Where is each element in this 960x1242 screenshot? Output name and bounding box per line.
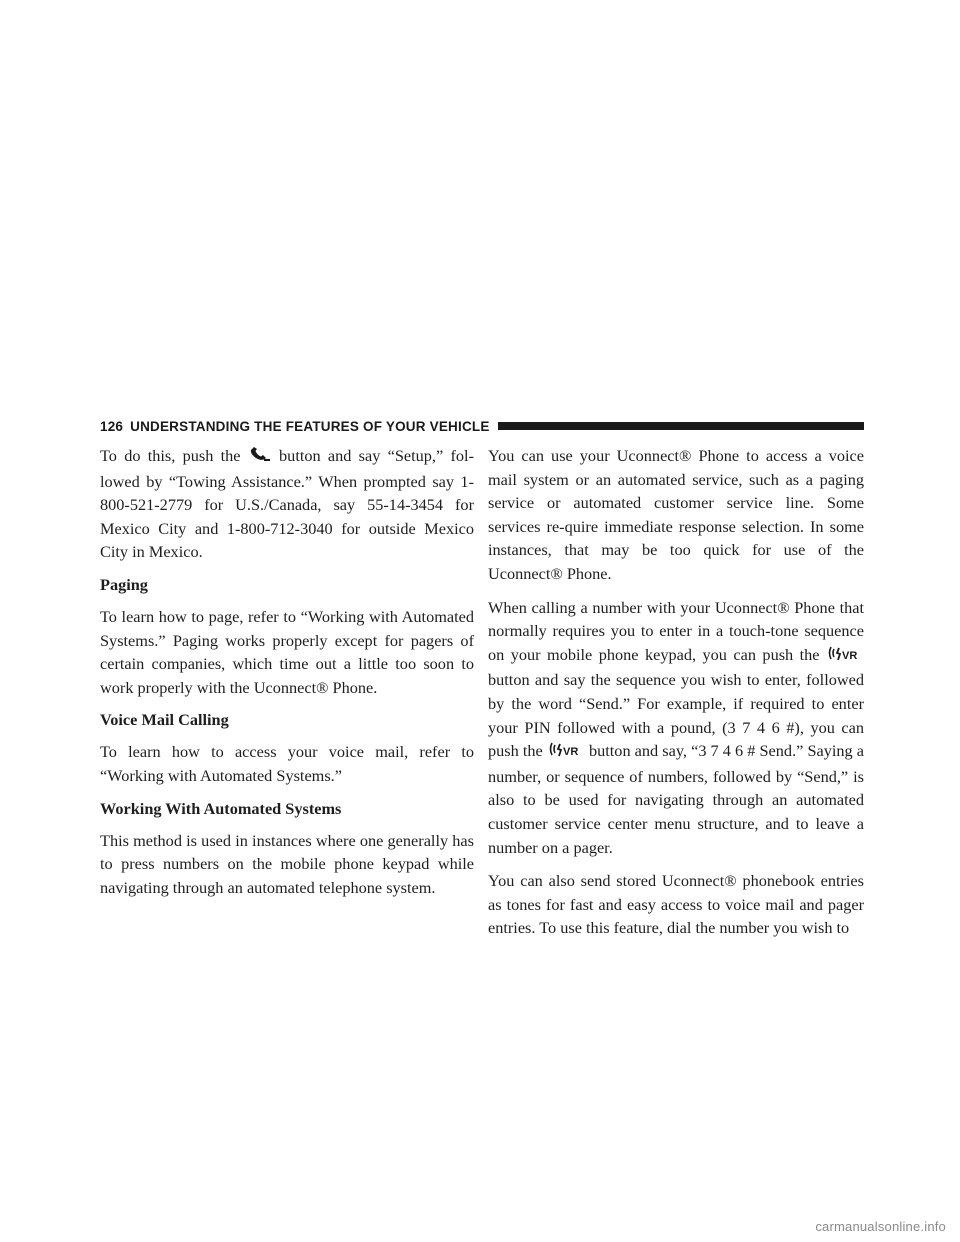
heading-paging: Paging: [100, 574, 148, 594]
left-column: [100, 444, 474, 909]
page-number: 126: [100, 418, 124, 434]
voice-recognition-icon: [548, 741, 584, 765]
phonebook-tones-paragraph: You can also send stored Uconnect® phonebook entries as tones for fast and easy access to voice mail and pager entries. To use this feature, dial the number you wish to: [488, 871, 864, 938]
voice-mail-paragraph: To learn how to access your voice mail, refer to “Working with Automated Systems.”: [100, 742, 474, 785]
phone-icon: [249, 446, 271, 470]
touch-tone-text-1: When calling a number with your Uconnect® Phone that normally requires you to enter in a touch-tone sequence on your mobile phone keypad, you can push the: [488, 597, 864, 664]
touch-tone-paragraph: [488, 596, 864, 860]
setup-text-before: To do this, push the: [100, 446, 241, 465]
setup-text-after: button and say “Setup,” fol-lowed by “Towing Assistance.” When prompted say 1-800-521-2779 for U.S./Canada, say 55-14-3454 for Mexico City and 1-800-712-3040 for outside Mexico City in Mexico.: [100, 446, 474, 562]
touch-tone-text-3: button and say, “3 7 4 6 # Send.” Saying a number, or sequence of numbers, followed by “Send,” is also to be used for navigating through an automated customer service center menu structure, and to leave a number on a pager.: [488, 741, 865, 857]
touch-tone-text-2: button and say the sequence you wish to enter, followed by the word “Send.” For example, if required to enter your PIN followed with a pound, (3 7 4 6 #), you can push the: [488, 670, 864, 761]
svg-text:VR: VR: [842, 649, 858, 662]
automated-paragraph: This method is used in instances where one generally has to press numbers on the mobile phone keypad while navigating through an automated telephone system.: [100, 830, 474, 897]
header-rule: [498, 422, 864, 430]
watermark: carmanualsonline.info: [815, 1219, 946, 1234]
heading-automated-systems: Working With Automated Systems: [100, 798, 342, 818]
right-column: [488, 444, 864, 950]
setup-paragraph: [100, 444, 474, 564]
section-title: UNDERSTANDING THE FEATURES OF YOUR VEHICLE: [130, 418, 490, 434]
voice-mail-access-paragraph: You can use your Uconnect® Phone to access a voice mail system or an automated service, such as a paging service or automated customer service line. Some services re-quire immediate response selection. In some instances, that may be too quick for use of the Uconnect® Phone.: [488, 446, 864, 583]
paging-paragraph: To learn how to page, refer to “Working with Automated Systems.” Paging works properly except for pagers of certain companies, which time out a little too soon to work properly with the Uconnect® Phone.: [100, 606, 474, 697]
svg-text:VR: VR: [562, 746, 579, 759]
page-header: [100, 416, 864, 436]
heading-voice-mail-calling: Voice Mail Calling: [100, 710, 229, 730]
voice-recognition-icon: [827, 645, 863, 669]
